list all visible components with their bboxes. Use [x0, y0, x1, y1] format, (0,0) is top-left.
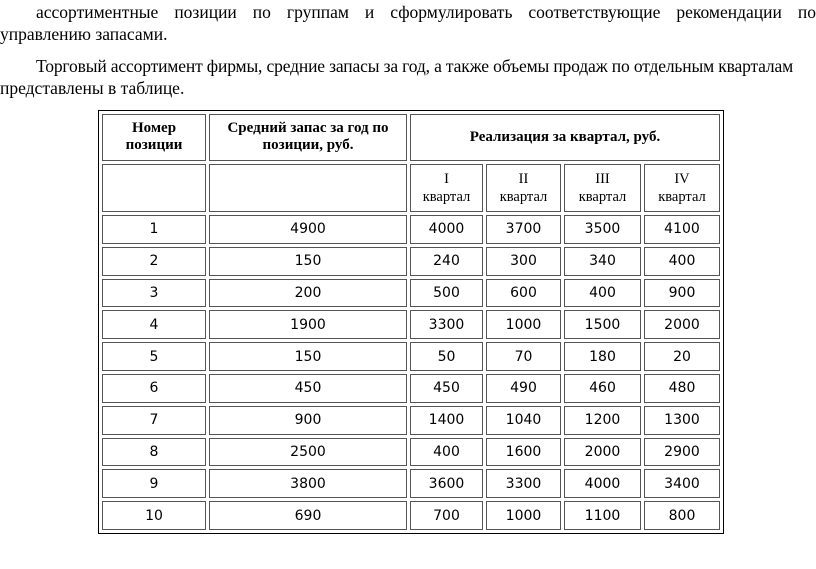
cell-q3-sales: 460 — [564, 374, 641, 403]
cell-q4-sales: 1300 — [644, 406, 720, 435]
cell-q3-sales: 1200 — [564, 406, 641, 435]
cell-q3-sales: 4000 — [564, 469, 641, 498]
table-row — [102, 469, 720, 498]
cell-average-stock: 3800 — [209, 469, 407, 498]
cell-average-stock: 200 — [209, 279, 407, 308]
cell-q1-sales: 50 — [410, 342, 483, 371]
cell-q3-sales: 180 — [564, 342, 641, 371]
header-position-number: Номер позиции — [102, 114, 206, 161]
cell-q2-sales: 300 — [486, 247, 561, 276]
quarter-roman: II — [518, 171, 529, 187]
cell-q3-sales: 340 — [564, 247, 641, 276]
table-row — [102, 501, 720, 530]
cell-q4-sales: 900 — [644, 279, 720, 308]
table-row — [102, 247, 720, 276]
intro-line-2: управлению запасами. — [0, 24, 168, 44]
cell-position-number: 9 — [102, 469, 206, 498]
cell-q4-sales: 400 — [644, 247, 720, 276]
inventory-sales-table — [98, 110, 724, 534]
cell-average-stock: 1900 — [209, 310, 407, 339]
cell-q2-sales: 1000 — [486, 501, 561, 530]
cell-q4-sales: 2000 — [644, 310, 720, 339]
subheader-empty-cell — [209, 164, 407, 212]
quarter-roman: I — [444, 171, 449, 187]
table-row — [102, 406, 720, 435]
quarter-word: квартал — [422, 189, 471, 205]
table-row — [102, 374, 720, 403]
cell-position-number: 4 — [102, 310, 206, 339]
cell-q2-sales: 70 — [486, 342, 561, 371]
cell-q3-sales: 400 — [564, 279, 641, 308]
cell-q4-sales: 20 — [644, 342, 720, 371]
table-row — [102, 215, 720, 244]
cell-q2-sales: 1000 — [486, 310, 561, 339]
header-quarter-1 — [410, 164, 483, 212]
cell-q4-sales: 2900 — [644, 438, 720, 467]
table-header-row — [102, 114, 720, 161]
table-row — [102, 342, 720, 371]
cell-q2-sales: 490 — [486, 374, 561, 403]
cell-q2-sales: 1040 — [486, 406, 561, 435]
cell-position-number: 7 — [102, 406, 206, 435]
cell-q1-sales: 4000 — [410, 215, 483, 244]
cell-q1-sales: 3600 — [410, 469, 483, 498]
cell-q1-sales: 500 — [410, 279, 483, 308]
cell-q3-sales: 1100 — [564, 501, 641, 530]
cell-position-number: 1 — [102, 215, 206, 244]
cell-q2-sales: 3700 — [486, 215, 561, 244]
cell-position-number: 8 — [102, 438, 206, 467]
cell-average-stock: 450 — [209, 374, 407, 403]
cell-q2-sales: 3300 — [486, 469, 561, 498]
quarter-word: квартал — [658, 189, 706, 205]
cell-q4-sales: 480 — [644, 374, 720, 403]
quarter-word: квартал — [578, 189, 627, 205]
cell-average-stock: 900 — [209, 406, 407, 435]
description-line-2: представлены в таблице. — [0, 78, 185, 98]
cell-q3-sales: 1500 — [564, 310, 641, 339]
cell-q1-sales: 240 — [410, 247, 483, 276]
cell-position-number: 6 — [102, 374, 206, 403]
cell-average-stock: 150 — [209, 247, 407, 276]
description-line-1: Торговый ассортимент фирмы, средние запасы за год, а также объемы продаж по отдельным кварталам — [36, 56, 794, 76]
table-subheader-row — [102, 164, 720, 212]
cell-q1-sales: 1400 — [410, 406, 483, 435]
cell-q1-sales: 400 — [410, 438, 483, 467]
cell-position-number: 10 — [102, 501, 206, 530]
header-quarter-2 — [486, 164, 561, 212]
cell-average-stock: 4900 — [209, 215, 407, 244]
quarter-word: квартал — [499, 189, 548, 205]
cell-q3-sales: 2000 — [564, 438, 641, 467]
cell-position-number: 5 — [102, 342, 206, 371]
header-quarter-4 — [644, 164, 720, 212]
description-paragraph — [0, 55, 816, 99]
cell-q4-sales: 4100 — [644, 215, 720, 244]
table-row — [102, 310, 720, 339]
cell-q1-sales: 3300 — [410, 310, 483, 339]
table-body — [102, 215, 720, 530]
table-row — [102, 279, 720, 308]
cell-q1-sales: 700 — [410, 501, 483, 530]
cell-average-stock: 2500 — [209, 438, 407, 467]
cell-q3-sales: 3500 — [564, 215, 641, 244]
intro-line-1: ассортиментные позиции по группам и сформулировать соответствующие рекомендации по — [36, 2, 816, 22]
quarter-roman: III — [595, 171, 610, 187]
cell-average-stock: 150 — [209, 342, 407, 371]
subheader-empty-cell — [102, 164, 206, 212]
cell-position-number: 3 — [102, 279, 206, 308]
header-average-stock: Средний запас за год по позиции, руб. — [209, 114, 407, 161]
cell-average-stock: 690 — [209, 501, 407, 530]
intro-paragraph — [0, 1, 816, 45]
cell-q2-sales: 600 — [486, 279, 561, 308]
cell-q2-sales: 1600 — [486, 438, 561, 467]
table-row — [102, 438, 720, 467]
header-quarterly-sales: Реализация за квартал, руб. — [410, 114, 720, 161]
cell-q1-sales: 450 — [410, 374, 483, 403]
quarter-roman: IV — [674, 171, 690, 187]
cell-q4-sales: 800 — [644, 501, 720, 530]
cell-position-number: 2 — [102, 247, 206, 276]
header-quarter-3 — [564, 164, 641, 212]
cell-q4-sales: 3400 — [644, 469, 720, 498]
